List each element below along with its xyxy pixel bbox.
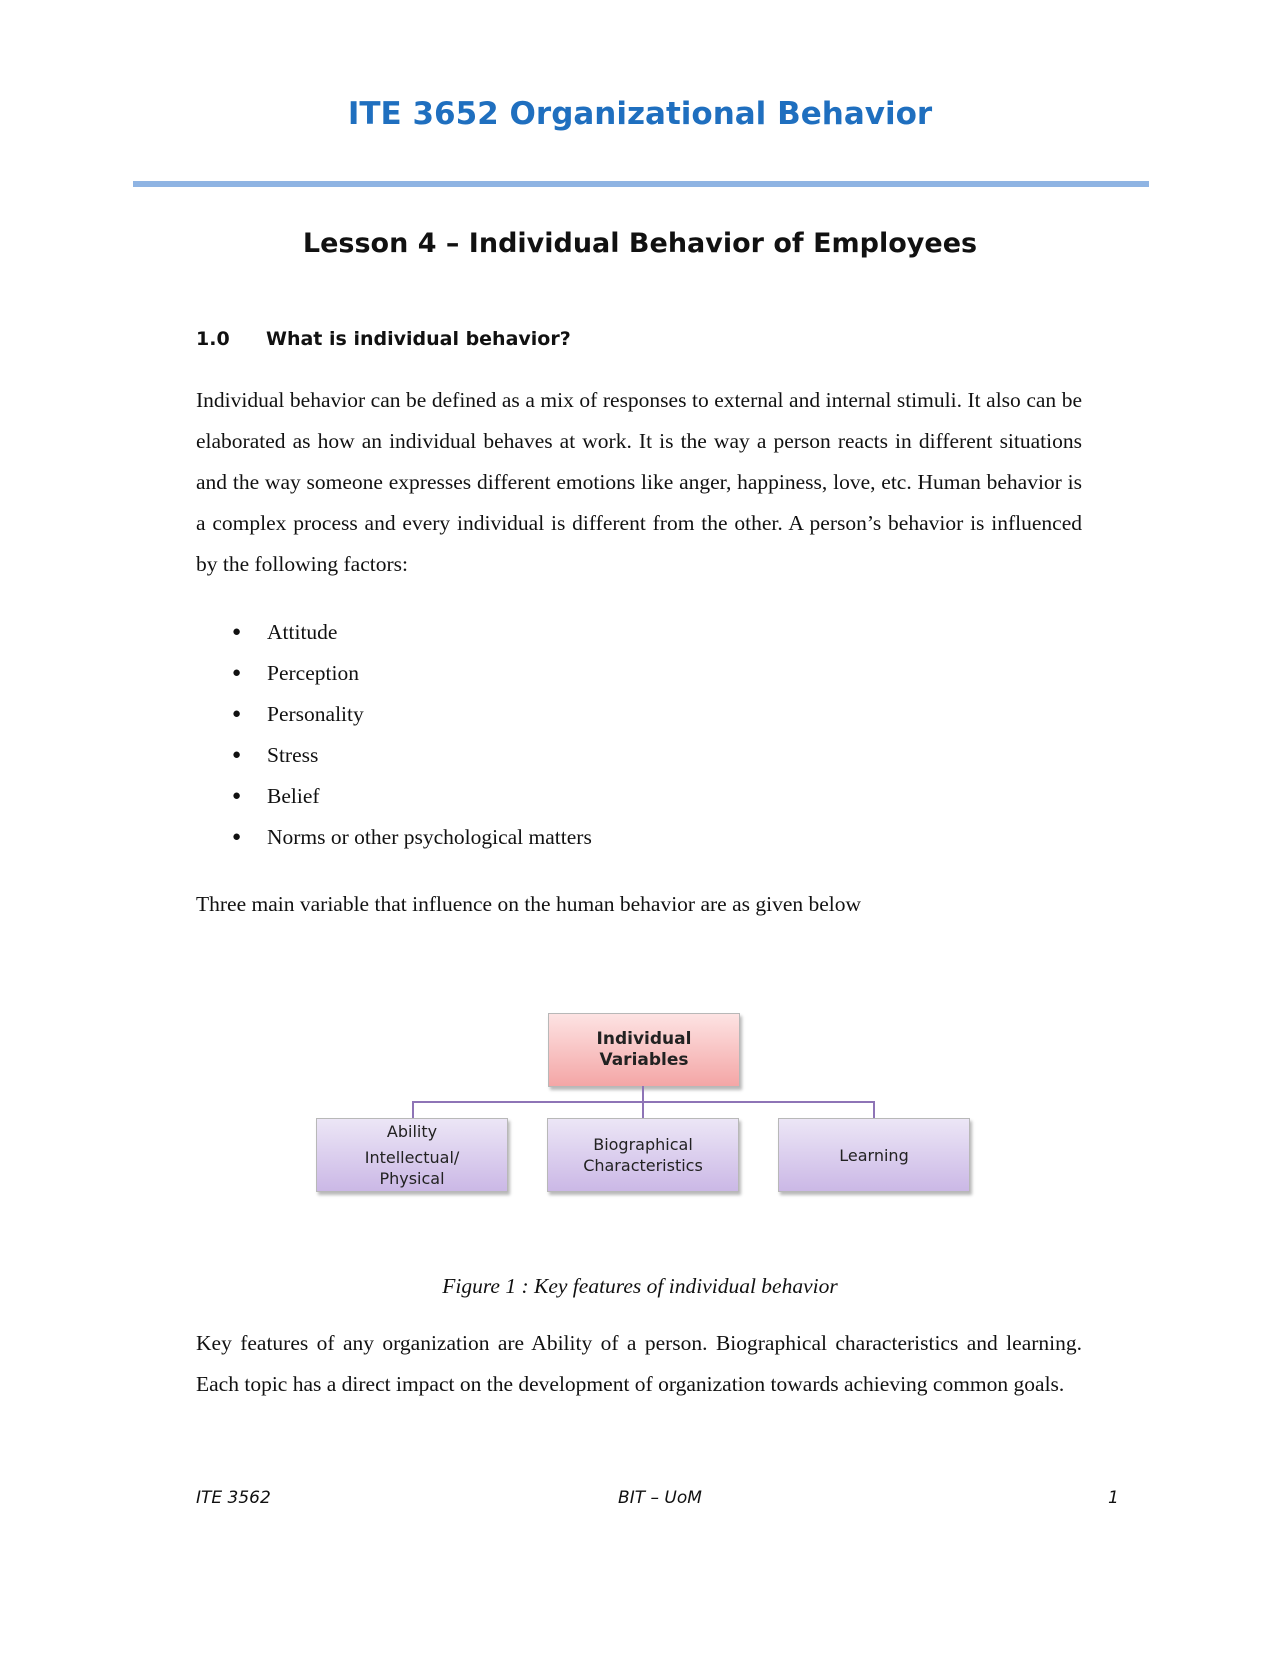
root-node-line: Variables	[599, 1050, 689, 1070]
page-number: 1	[1108, 1488, 1119, 1508]
factors-list	[196, 612, 592, 858]
list-item-text: Stress	[267, 743, 319, 767]
list-item	[196, 653, 592, 694]
connector-line	[642, 1086, 644, 1102]
conclusion-paragraph: Key features of any organization are Ability of a person. Biographical characteristics and learning. Each topic has a direct impact on the development of organization towards achieving common goals.	[196, 1331, 1082, 1396]
list-item-text: Attitude	[267, 620, 338, 644]
bullet-icon: ●	[232, 788, 242, 804]
bullet-icon: ●	[232, 706, 242, 722]
list-item-text: Belief	[267, 784, 320, 808]
title-divider	[133, 181, 1149, 187]
connector-line	[873, 1101, 875, 1118]
footer-course-code: ITE 3562	[196, 1488, 271, 1508]
section-number: 1.0	[196, 328, 230, 350]
course-title: ITE 3652 Organizational Behavior	[347, 96, 933, 132]
list-item	[196, 612, 592, 653]
section-heading	[196, 328, 571, 350]
bullet-icon: ●	[232, 624, 242, 640]
diagram-node-biographical	[547, 1118, 739, 1192]
individual-variables-diagram	[0, 1000, 1280, 1200]
node-line: Characteristics	[583, 1156, 703, 1175]
bullet-icon: ●	[232, 665, 242, 681]
bullet-icon: ●	[232, 747, 242, 763]
node-line: Learning	[839, 1145, 909, 1165]
intro-paragraph: Individual behavior can be defined as a mix of responses to external and internal stimuli. It also can be elaborated as how an individual behaves at work. It is the way a person reacts in different situations and the way someone expresses different emotions like anger, happiness, love, etc. Human behavior is a complex process and every individual is different from the other. A person’s behavior is influenced by the following factors:	[196, 388, 1082, 576]
section-heading-text: What is individual behavior?	[266, 328, 571, 350]
root-node-line: Individual	[596, 1029, 692, 1049]
list-item-text: Norms or other psychological matters	[267, 825, 592, 849]
lesson-title: Lesson 4 – Individual Behavior of Employees	[302, 228, 978, 259]
list-item	[196, 735, 592, 776]
list-item	[196, 776, 592, 817]
connector-line	[642, 1101, 644, 1118]
bullet-icon: ●	[232, 829, 242, 845]
list-item-text: Personality	[267, 702, 364, 726]
connector-line	[412, 1101, 414, 1118]
figure-caption: Figure 1 : Key features of individual behavior	[442, 1274, 838, 1298]
footer-center-text: BIT – UoM	[618, 1488, 702, 1508]
diagram-node-ability	[316, 1118, 508, 1192]
node-line: Biographical	[593, 1135, 693, 1154]
node-line: Physical	[379, 1169, 445, 1188]
list-item-text: Perception	[267, 661, 359, 685]
diagram-node-learning	[778, 1118, 970, 1192]
node-line: Ability	[386, 1122, 438, 1141]
variables-lead-paragraph: Three main variable that influence on the human behavior are as given below	[196, 892, 862, 916]
list-item	[196, 817, 592, 858]
diagram-root-node	[548, 1013, 740, 1087]
node-line: Intellectual/	[364, 1148, 460, 1167]
list-item	[196, 694, 592, 735]
